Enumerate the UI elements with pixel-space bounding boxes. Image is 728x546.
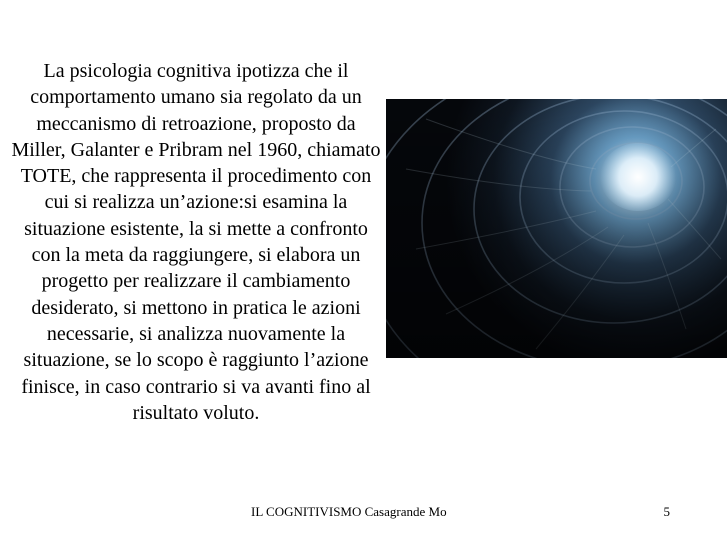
slide-body-text: La psicologia cognitiva ipotizza che il comportamento umano sia regolato da un meccanismo di retroazione, proposto da Miller, Galanter e Pribram nel 1960, chiamato TOTE, che rappresenta il procedimento con cui si realizza un’azione:si esamina la situazione esistente, la si mette a confronto con la meta da raggiungere, si elabora un progetto per realizzare il cambiamento desiderato, si mettono in pratica le azioni necessarie, si analizza nuovamente la situazione, se lo scopo è raggiunto l’azione finisce, in caso contrario si va avanti fino al risultato voluto. [11,60,381,424]
tunnel-light [600,143,676,211]
slide-number: 5 [663,504,670,519]
tunnel-photo [386,99,727,358]
tunnel-image [386,99,727,358]
footer-title: IL COGNITIVISMO Casagrande Mo [251,504,447,519]
tunnel-shadow [386,99,727,358]
